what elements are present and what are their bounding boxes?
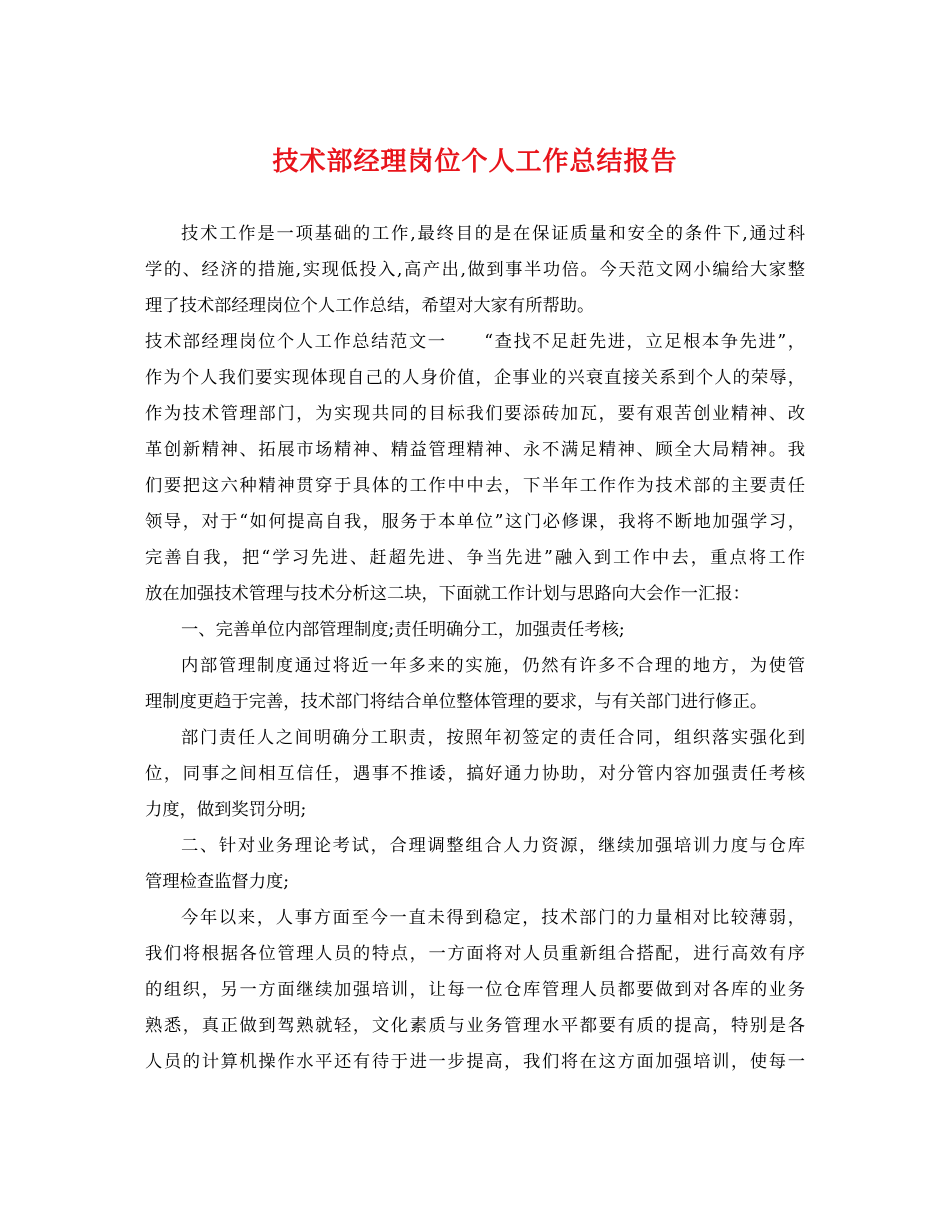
paragraph-line: 完善自我，把“学习先进、赶超先进、争当先进”融入到工作中去，重点将工作 bbox=[145, 548, 805, 568]
document-title: 技术部经理岗位个人工作总结报告 bbox=[272, 147, 678, 177]
paragraph-line: 今年以来，人事方面至今一直未得到稳定，技术部门的力量相对比较薄弱， bbox=[181, 908, 805, 928]
paragraph-line: 领导，对于“如何提高自我，服务于本单位”这门必修课，我将不断地加强学习， bbox=[145, 512, 805, 532]
paragraph-line: 位，同事之间相互信任，遇事不推诿，搞好通力协助，对分管内容加强责任考核 bbox=[145, 764, 805, 784]
paragraph-line: 部门责任人之间明确分工职责，按照年初签定的责任合同，组织落实强化到 bbox=[181, 728, 805, 748]
paragraph-line: 理了技术部经理岗位个人工作总结，希望对大家有所帮助。 bbox=[145, 296, 595, 316]
paragraph-line: 人员的计算机操作水平还有待于进一步提高，我们将在这方面加强培训，使每一 bbox=[145, 1052, 805, 1072]
paragraph-line: 们要把这六种精神贯穿于具体的工作中中去，下半年工作作为技术部的主要责任 bbox=[145, 476, 805, 496]
paragraph-line: 的组织，另一方面继续加强培训，让每一位仓库管理人员都要做到对各库的业务 bbox=[145, 980, 805, 1000]
paragraph-line: 我们将根据各位管理人员的特点，一方面将对人员重新组合搭配，进行高效有序 bbox=[145, 944, 805, 964]
section-heading-2: 二、针对业务理论考试，合理调整组合人力资源，继续加强培训力度与仓库 bbox=[181, 836, 805, 856]
paragraph-line: 技术工作是一项基础的工作,最终目的是在保证质量和安全的条件下,通过科 bbox=[181, 224, 805, 244]
paragraph-line: 内部管理制度通过将近一年多来的实施，仍然有许多不合理的地方，为使管 bbox=[181, 656, 805, 676]
paragraph-line: 技术部经理岗位个人工作总结范文一 “查找不足赶先进，立足根本争先进”， bbox=[145, 332, 805, 352]
paragraph-line: 作为个人我们要实现体现自己的人身价值，企事业的兴衰直接关系到个人的荣辱， bbox=[145, 368, 805, 388]
paragraph-line: 革创新精神、拓展市场精神、精益管理精神、永不满足精神、顾全大局精神。我 bbox=[145, 440, 805, 460]
section-heading-1: 一、完善单位内部管理制度;责任明确分工，加强责任考核; bbox=[181, 620, 625, 640]
paragraph-line: 学的、经济的措施,实现低投入,高产出,做到事半功倍。今天范文网小编给大家整 bbox=[145, 260, 805, 280]
paragraph-line: 作为技术管理部门，为实现共同的目标我们要添砖加瓦，要有艰苦创业精神、改 bbox=[145, 404, 805, 424]
paragraph-line: 熟悉，真正做到驾熟就轻，文化素质与业务管理水平都要有质的提高，特别是各 bbox=[145, 1016, 805, 1036]
paragraph-line: 力度，做到奖罚分明; bbox=[145, 800, 307, 820]
paragraph-line: 理制度更趋于完善，技术部门将结合单位整体管理的要求，与有关部门进行修正。 bbox=[145, 692, 768, 712]
section-heading-2-cont: 管理检查监督力度; bbox=[145, 872, 290, 892]
paragraph-line: 放在加强技术管理与技术分析这二块，下面就工作计划与思路向大会作一汇报： bbox=[145, 584, 750, 604]
